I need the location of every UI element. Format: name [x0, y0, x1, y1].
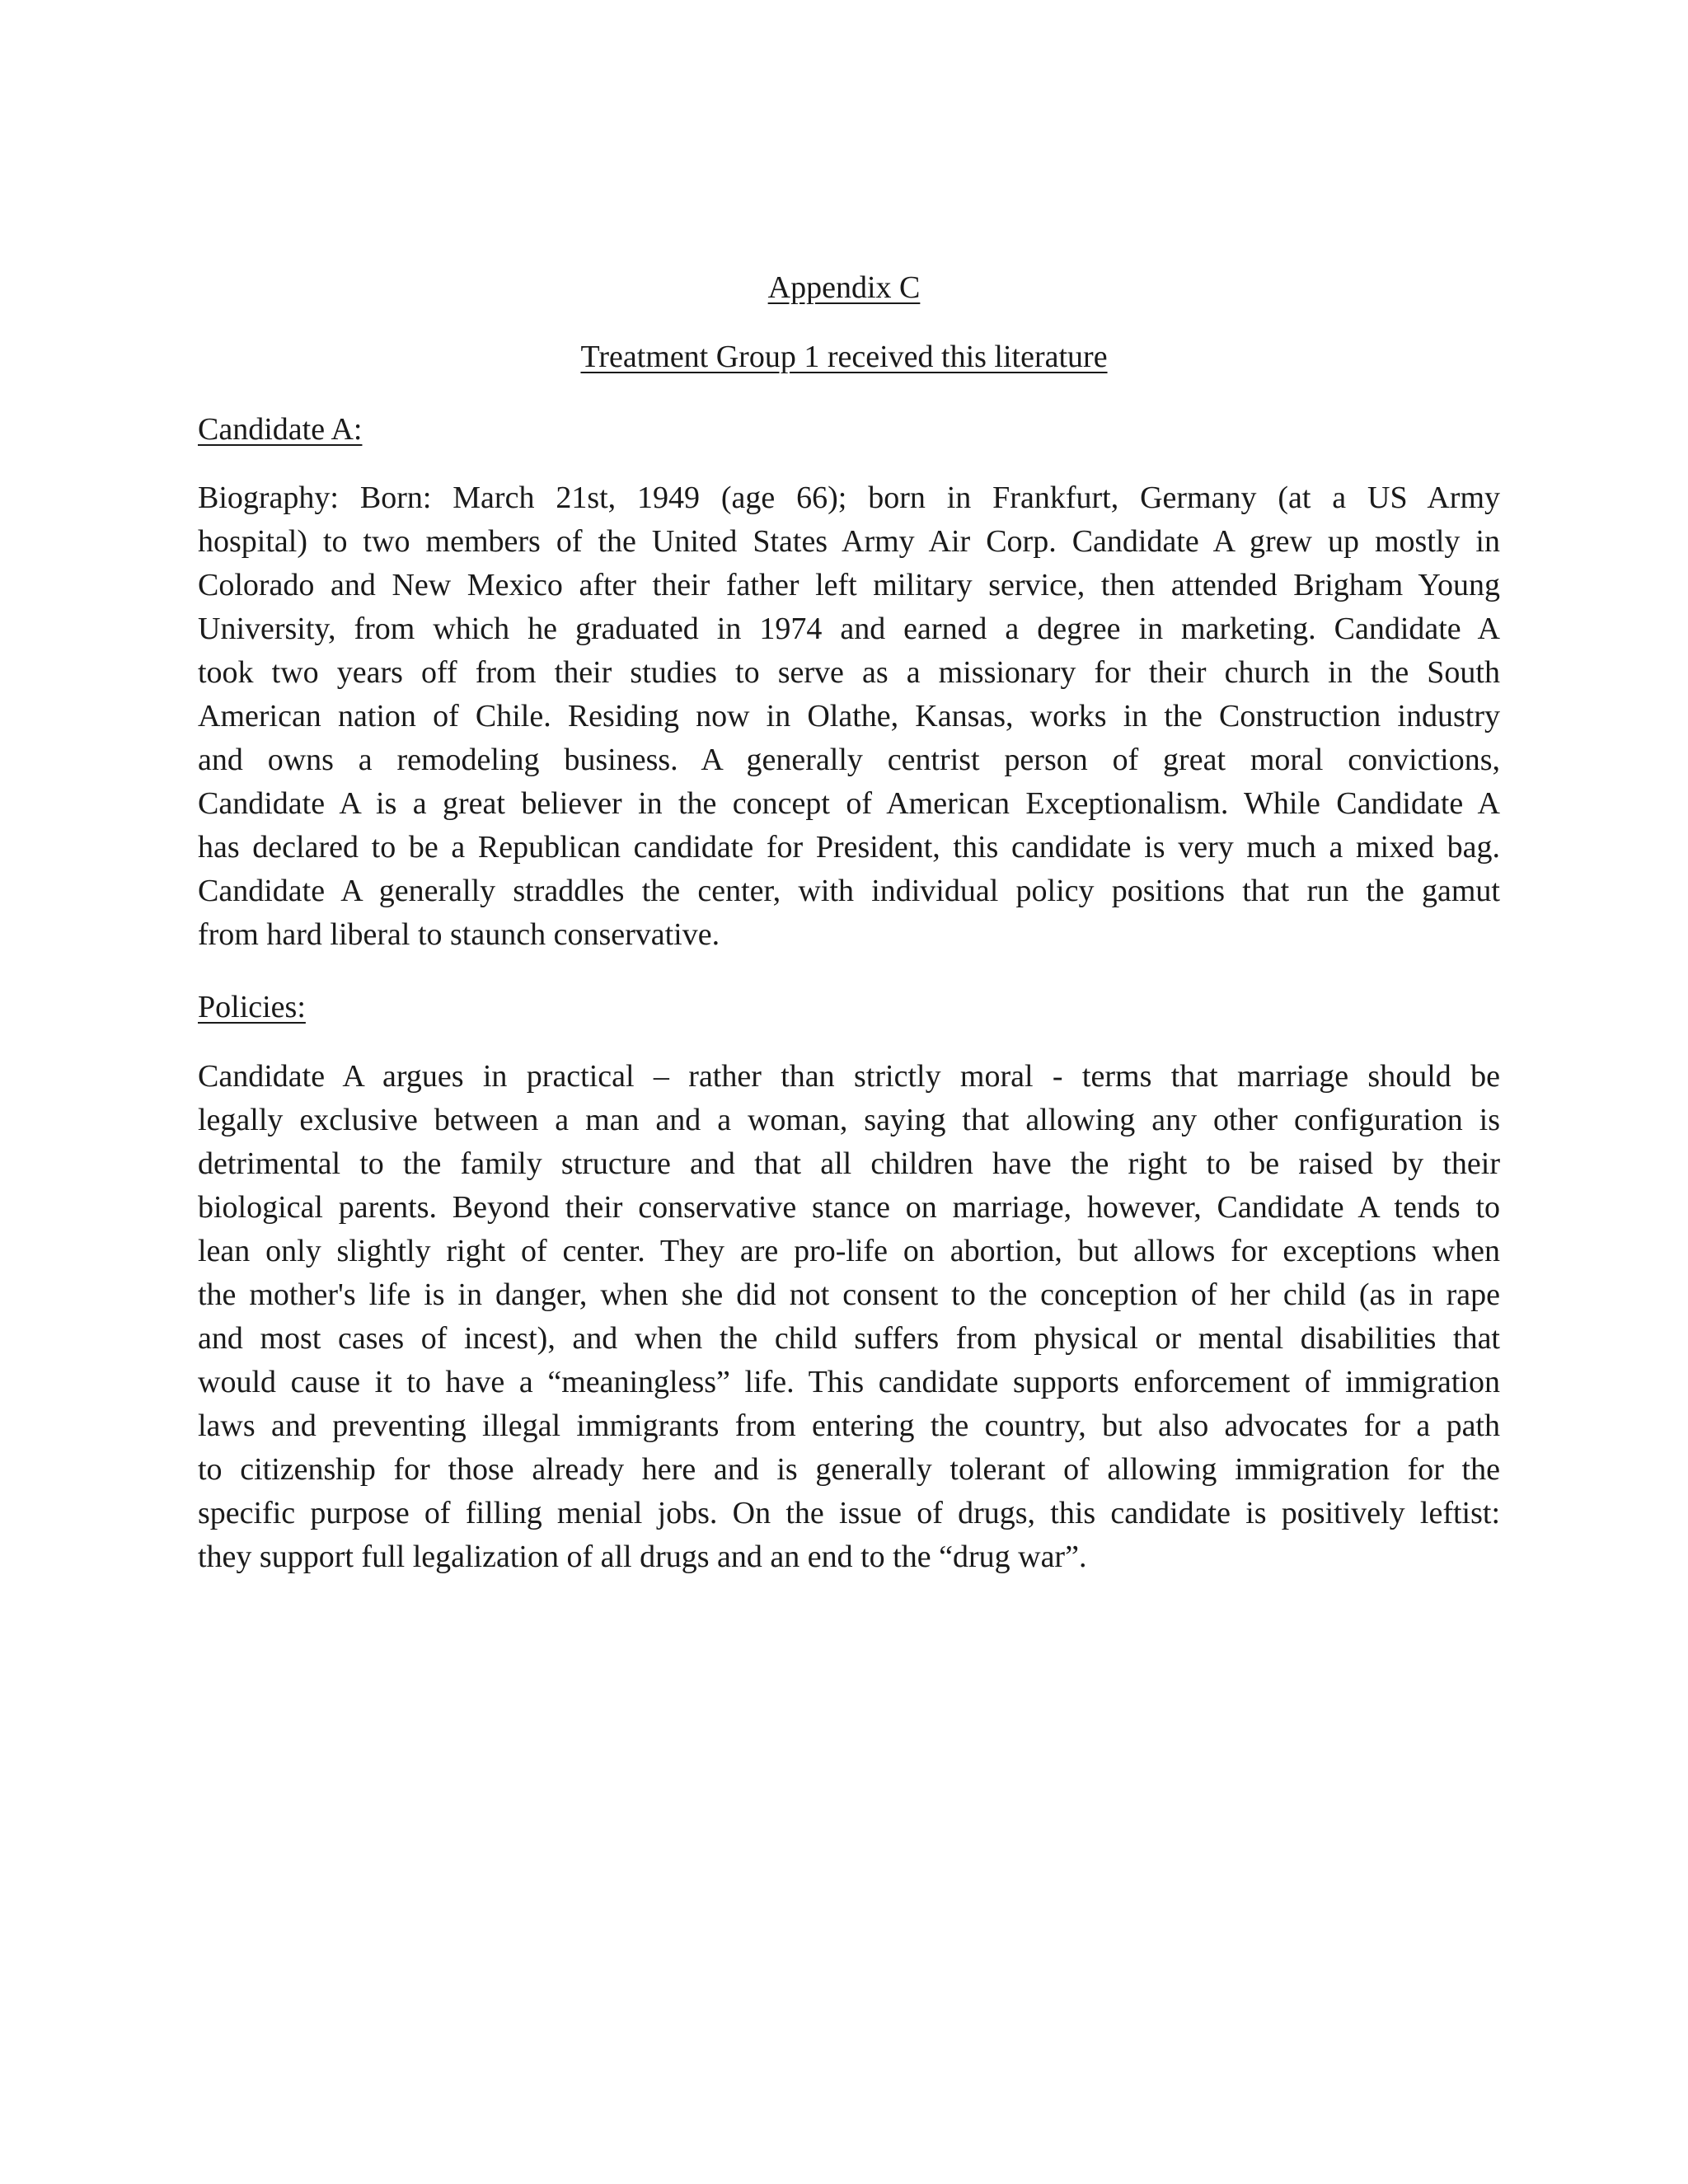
- biography-line: from hard liberal to staunch conservative.: [198, 917, 720, 952]
- biography-line: Colorado and New Mexico after their father left military service, then attended Brigham Young: [198, 568, 1500, 602]
- policies-line: and most cases of incest), and when the child suffers from physical or mental disabilities that: [198, 1321, 1500, 1356]
- treatment-group-subtitle-text: Treatment Group 1 received this literature: [580, 340, 1108, 374]
- biography-line: and owns a remodeling business. A generally centrist person of great moral convictions,: [198, 743, 1500, 777]
- policies-line: laws and preventing illegal immigrants from entering the country, but also advocates for a path: [198, 1408, 1500, 1443]
- policies-line: they support full legalization of all drugs and an end to the “drug war”.: [198, 1540, 1087, 1574]
- appendix-title-text: Appendix C: [767, 270, 921, 305]
- biography-line: hospital) to two members of the United States Army Air Corp. Candidate A grew up mostly in: [198, 524, 1500, 559]
- policies-line: lean only slightly right of center. They are pro-life on abortion, but allows for exceptions when: [198, 1234, 1500, 1268]
- biography-line: University, from which he graduated in 1974 and earned a degree in marketing. Candidate A: [198, 612, 1500, 646]
- policies-paragraph: [198, 1055, 1500, 1579]
- biography-line: Candidate A generally straddles the center, with individual policy positions that run the gamut: [198, 874, 1500, 908]
- biography-paragraph: [198, 476, 1500, 957]
- biography-line: has declared to be a Republican candidate for President, this candidate is very much a mixed bag.: [198, 830, 1500, 865]
- biography-line: American nation of Chile. Residing now in Olathe, Kansas, works in the Construction industry: [198, 699, 1500, 733]
- biography-line: Biography: Born: March 21st, 1949 (age 66); born in Frankfurt, Germany (at a US Army: [198, 480, 1500, 515]
- biography-line: took two years off from their studies to serve as a missionary for their church in the South: [198, 655, 1500, 690]
- policies-label: [198, 991, 306, 1023]
- treatment-group-subtitle: [0, 341, 1688, 373]
- policies-line: the mother's life is in danger, when she did not consent to the conception of her child (as in rape: [198, 1277, 1500, 1312]
- appendix-title: [0, 272, 1688, 303]
- policies-line: Candidate A argues in practical – rather than strictly moral - terms that marriage should be: [198, 1059, 1500, 1094]
- policies-label-text: Policies:: [198, 990, 306, 1024]
- policies-line: biological parents. Beyond their conservative stance on marriage, however, Candidate A tends to: [198, 1190, 1500, 1225]
- candidate-label-text: Candidate A:: [198, 412, 363, 447]
- policies-line: specific purpose of filling menial jobs. On the issue of drugs, this candidate is positively leftist:: [198, 1496, 1500, 1530]
- policies-line: detrimental to the family structure and that all children have the right to be raised by their: [198, 1146, 1500, 1181]
- biography-line: Candidate A is a great believer in the concept of American Exceptionalism. While Candidate A: [198, 786, 1500, 821]
- policies-line: legally exclusive between a man and a woman, saying that allowing any other configuration is: [198, 1103, 1500, 1137]
- candidate-label: [198, 414, 362, 445]
- policies-line: would cause it to have a “meaningless” life. This candidate supports enforcement of immigration: [198, 1365, 1500, 1399]
- policies-line: to citizenship for those already here and is generally tolerant of allowing immigration for the: [198, 1452, 1500, 1487]
